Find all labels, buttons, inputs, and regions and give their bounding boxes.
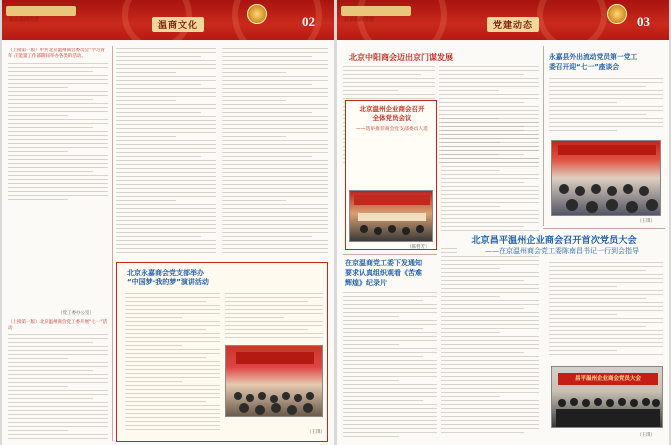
page-number: 03 xyxy=(637,14,650,29)
article1-title: 北京中阳商会迈出京门谋发展 xyxy=(349,53,453,62)
left-column-3 xyxy=(222,48,328,258)
event-box xyxy=(116,262,328,442)
box-caption: （王琪） xyxy=(307,430,325,435)
article3-caption: （王琪） xyxy=(637,219,655,224)
left-page xyxy=(2,0,334,445)
seminar-illustration xyxy=(552,141,661,216)
box-title: 北京永嘉商会党支部举办 “中国梦·我的梦”演讲活动 xyxy=(127,269,209,286)
masthead: 北京温商党建 xyxy=(344,17,375,23)
emblem-icon xyxy=(247,4,267,24)
body-text-2 xyxy=(8,334,108,442)
left-header xyxy=(2,0,334,40)
group-photo xyxy=(551,366,663,428)
banner-caption: （王琪） xyxy=(637,433,655,438)
section-title: 温商文化 xyxy=(152,17,204,32)
sub-intro: （上接第一版）北京温州商会党工委开展“七一”活动 xyxy=(8,320,108,331)
page-number: 02 xyxy=(302,14,315,29)
meeting-caption: （陈哲芳） xyxy=(407,245,430,250)
banner-photo-text: 昌平温州企业商会党员大会 xyxy=(574,376,641,382)
masthead: 北京温商党建 xyxy=(9,17,40,23)
audience-illustration xyxy=(226,346,323,417)
body-text xyxy=(8,63,108,200)
left-column-1 xyxy=(8,48,108,443)
banner-title: 北京昌平温州企业商会召开首次党员大会 xyxy=(441,232,667,246)
banner-subtitle: ——在京温州商会党工委陈南昌书记一行到会指导 xyxy=(457,246,667,256)
top-intro: （上接第一版）中共北京温州商会委员会”学习青年 正能量工作部期间举办各类的活动。 xyxy=(8,48,105,59)
meeting-photo xyxy=(349,190,433,242)
emblem-icon xyxy=(607,4,627,24)
box-subtitle: ——选举推荐商会党支部委员人选 xyxy=(356,127,428,132)
section-title: 党建动态 xyxy=(487,17,539,32)
article2-title: 在京温商党工委下发通知 要求认真组织观看《苦难 辉煌》纪录片 xyxy=(345,259,422,287)
article3-title: 永嘉县外出流动党员第一党工 委召开迎“七一”座谈会 xyxy=(549,53,638,71)
box-title: 北京温州企业商会召开 全体党员会议 xyxy=(359,105,425,122)
meeting-illustration xyxy=(350,191,433,242)
right-page xyxy=(337,0,669,445)
left-column-2 xyxy=(116,48,216,258)
event-photo xyxy=(225,345,323,417)
seminar-photo xyxy=(551,140,661,216)
right-header xyxy=(337,0,669,40)
signature-1: （党工委办公室） xyxy=(58,311,94,316)
